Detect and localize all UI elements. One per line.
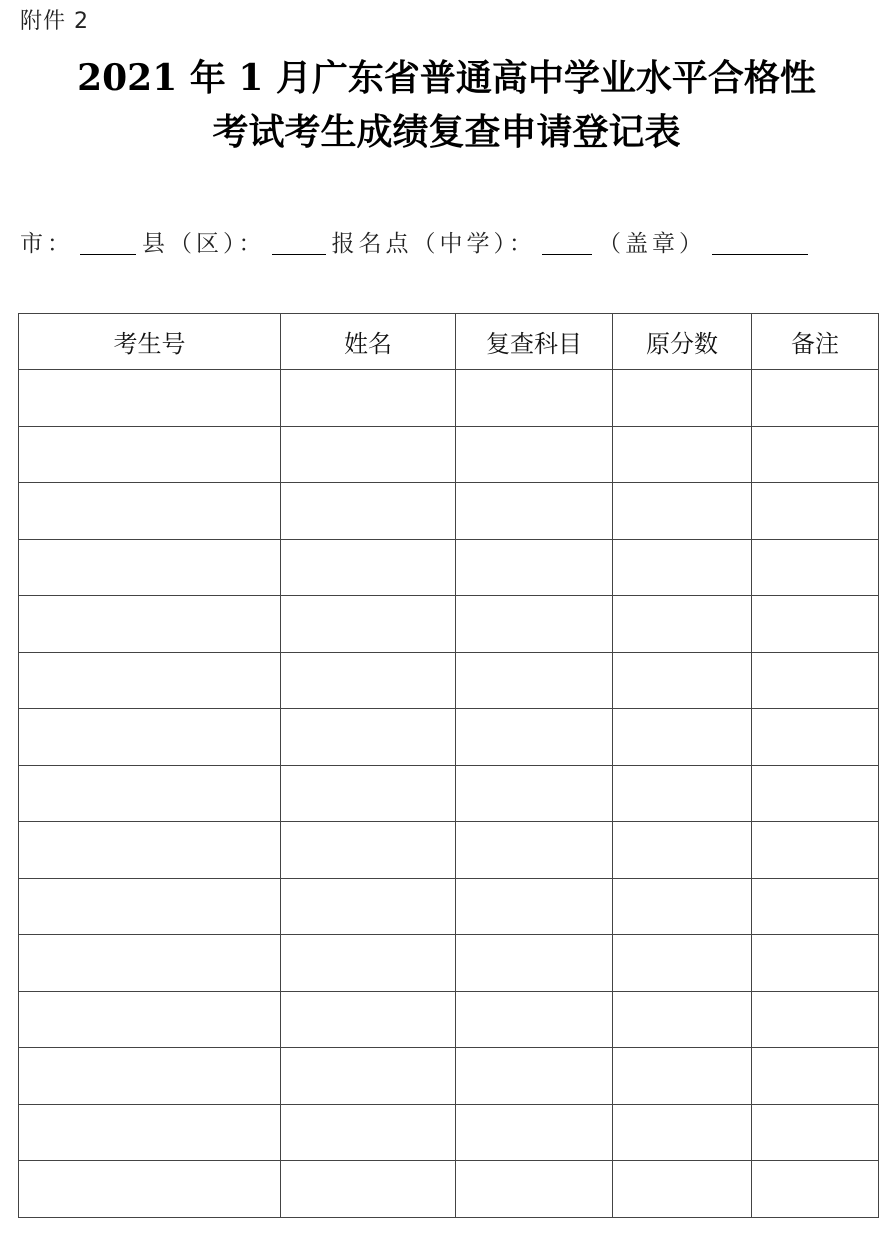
table-row	[19, 483, 879, 540]
table-cell[interactable]	[19, 878, 281, 935]
table-cell[interactable]	[752, 1048, 879, 1105]
table-cell[interactable]	[456, 991, 613, 1048]
table-cell[interactable]	[613, 426, 752, 483]
column-header-candidate-number: 考生号	[19, 314, 281, 370]
table-cell[interactable]	[19, 935, 281, 992]
county-label: 县（区）：	[142, 231, 266, 257]
seal-label: （盖章）	[598, 231, 706, 257]
school-label: 报名点（中学）：	[331, 231, 536, 257]
table-cell[interactable]	[19, 1104, 281, 1161]
table-cell[interactable]	[281, 652, 456, 709]
table-cell[interactable]	[613, 1048, 752, 1105]
table-cell[interactable]	[281, 539, 456, 596]
table-cell[interactable]	[456, 426, 613, 483]
table-cell[interactable]	[752, 1104, 879, 1161]
table-row	[19, 1161, 879, 1218]
table-cell[interactable]	[19, 370, 281, 427]
column-header-name: 姓名	[281, 314, 456, 370]
table-cell[interactable]	[19, 426, 281, 483]
table-cell[interactable]	[281, 878, 456, 935]
table-cell[interactable]	[456, 370, 613, 427]
table-cell[interactable]	[752, 822, 879, 879]
document-title-line-2: 考试考生成绩复查申请登记表	[212, 111, 681, 153]
table-cell[interactable]	[456, 596, 613, 653]
table-cell[interactable]	[281, 1048, 456, 1105]
table-cell[interactable]	[19, 991, 281, 1048]
table-row	[19, 426, 879, 483]
table-cell[interactable]	[613, 991, 752, 1048]
table-cell[interactable]	[456, 709, 613, 766]
table-row	[19, 765, 879, 822]
table-cell[interactable]	[613, 596, 752, 653]
table-cell[interactable]	[19, 652, 281, 709]
table-row	[19, 822, 879, 879]
table-cell[interactable]	[752, 878, 879, 935]
table-cell[interactable]	[19, 765, 281, 822]
city-blank[interactable]	[80, 232, 136, 255]
city-label: 市：	[20, 231, 74, 257]
table-row	[19, 935, 879, 992]
table-cell[interactable]	[281, 596, 456, 653]
table-cell[interactable]	[613, 652, 752, 709]
table-cell[interactable]	[19, 709, 281, 766]
table-cell[interactable]	[613, 1104, 752, 1161]
table-row	[19, 596, 879, 653]
table-header-row	[19, 314, 879, 370]
table-cell[interactable]	[281, 1104, 456, 1161]
table-cell[interactable]	[456, 1161, 613, 1218]
table-cell[interactable]	[456, 539, 613, 596]
table-cell[interactable]	[456, 878, 613, 935]
table-cell[interactable]	[456, 483, 613, 540]
attachment-label: 附件 2	[20, 9, 89, 34]
column-header-remarks: 备注	[752, 314, 879, 370]
table-cell[interactable]	[281, 1161, 456, 1218]
table-cell[interactable]	[281, 370, 456, 427]
table-row	[19, 652, 879, 709]
table-cell[interactable]	[19, 596, 281, 653]
table-cell[interactable]	[456, 822, 613, 879]
table-cell[interactable]	[19, 822, 281, 879]
table-cell[interactable]	[752, 596, 879, 653]
table-row	[19, 1048, 879, 1105]
table-cell[interactable]	[456, 1048, 613, 1105]
table-cell[interactable]	[456, 765, 613, 822]
table-cell[interactable]	[752, 370, 879, 427]
table-cell[interactable]	[281, 765, 456, 822]
table-cell[interactable]	[456, 652, 613, 709]
table-row	[19, 991, 879, 1048]
school-blank[interactable]	[542, 232, 592, 255]
table-cell[interactable]	[613, 539, 752, 596]
table-cell[interactable]	[613, 878, 752, 935]
table-cell[interactable]	[19, 1161, 281, 1218]
table-cell[interactable]	[613, 1161, 752, 1218]
table-cell[interactable]	[19, 1048, 281, 1105]
table-cell[interactable]	[281, 935, 456, 992]
table-row	[19, 709, 879, 766]
table-cell[interactable]	[752, 652, 879, 709]
table-cell[interactable]	[19, 483, 281, 540]
table-cell[interactable]	[281, 709, 456, 766]
table-cell[interactable]	[752, 765, 879, 822]
column-header-original-score: 原分数	[613, 314, 752, 370]
table-cell[interactable]	[613, 935, 752, 992]
table-cell[interactable]	[613, 709, 752, 766]
table-cell[interactable]	[456, 935, 613, 992]
table-cell[interactable]	[613, 370, 752, 427]
table-cell[interactable]	[281, 483, 456, 540]
table-cell[interactable]	[456, 1104, 613, 1161]
table-cell[interactable]	[752, 991, 879, 1048]
table-cell[interactable]	[752, 539, 879, 596]
table-cell[interactable]	[613, 822, 752, 879]
table-cell[interactable]	[281, 426, 456, 483]
table-cell[interactable]	[752, 426, 879, 483]
table-cell[interactable]	[752, 709, 879, 766]
county-blank[interactable]	[272, 232, 326, 255]
table-cell[interactable]	[752, 1161, 879, 1218]
table-row	[19, 1104, 879, 1161]
table-cell[interactable]	[613, 765, 752, 822]
table-row	[19, 878, 879, 935]
table-cell[interactable]	[281, 991, 456, 1048]
table-row	[19, 539, 879, 596]
header-fields	[20, 222, 814, 258]
table-cell[interactable]	[613, 483, 752, 540]
column-header-review-subject: 复查科目	[456, 314, 613, 370]
table-row	[19, 370, 879, 427]
table-cell[interactable]	[752, 935, 879, 992]
table-cell[interactable]	[19, 539, 281, 596]
document-title-line-1: 2021 年 1 月广东省普通高中学业水平合格性	[77, 57, 816, 99]
table-cell[interactable]	[752, 483, 879, 540]
seal-blank[interactable]	[712, 232, 808, 255]
registration-table	[18, 313, 879, 1218]
table-cell[interactable]	[281, 822, 456, 879]
